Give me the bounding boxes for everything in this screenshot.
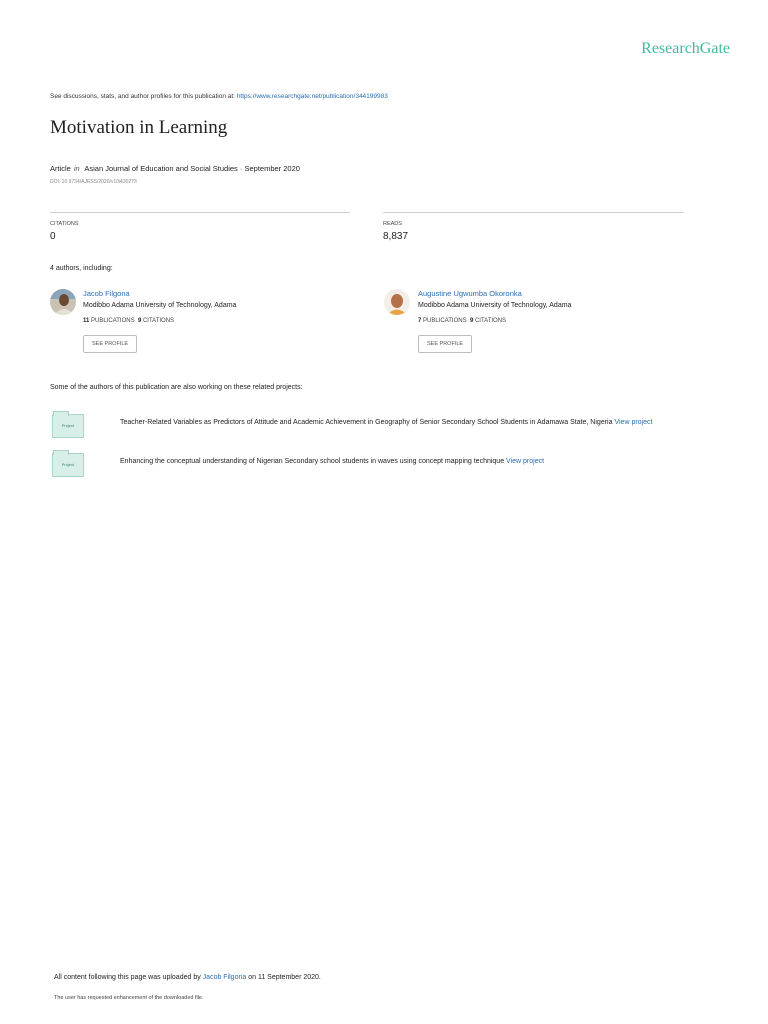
author-avatar[interactable] [50,289,76,315]
discussion-text: See discussions, stats, and author profiles for this publication at: [50,93,235,100]
publication-in-label: in [73,164,80,173]
view-project-link[interactable]: View project [614,419,653,426]
project-title: Teacher-Related Variables as Predictors of Attitude and Academic Achievement in Geography of Senior Secondary School Students in Adamawa State, Nigeria [120,419,613,426]
projects-heading: Some of the authors of this publication are also working on these related projects: [50,384,303,391]
citations-count: 9 [137,318,142,324]
publication-title: Motivation in Learning [50,117,228,138]
author-institution: Modibbo Adama University of Technology, Adama [83,302,237,309]
reads-divider [383,212,684,213]
author-avatar[interactable] [384,289,410,315]
uploader-link[interactable]: Jacob Filgona [202,974,247,981]
upload-suffix: on 11 September 2020. [248,974,321,981]
reads-value: 8,837 [383,231,409,242]
project-item [120,458,544,465]
reads-label: READS [383,221,402,227]
citations-value: 0 [50,231,56,242]
publications-label: PUBLICATIONS [423,318,467,324]
researchgate-logo[interactable]: ResearchGate [641,40,730,57]
citations-count-label: CITATIONS [474,318,507,324]
citations-count-label: CITATIONS [142,318,175,324]
author-name-link[interactable]: Jacob Filgona [83,289,130,298]
citations-count: 9 [469,318,474,324]
publication-date: · September 2020 [239,164,300,173]
publications-label: PUBLICATIONS [91,318,135,324]
publications-count: 7 [418,318,422,324]
project-folder-icon: Project [52,414,84,438]
author-name-link[interactable]: Augustine Ugwumba Okoronka [418,289,522,298]
view-project-link[interactable]: View project [506,458,545,465]
publication-url-link[interactable]: https://www.researchgate.net/publication/344199983 [236,93,388,100]
author-counts [418,318,506,324]
publication-meta [50,164,300,173]
see-profile-button[interactable]: SEE PROFILE [418,335,472,353]
publication-type: Article [50,164,71,173]
publications-count: 11 [83,318,90,324]
project-item [120,419,652,426]
project-folder-icon: Project [52,453,84,477]
citations-divider [50,212,350,213]
author-counts [83,318,174,324]
project-title: Enhancing the conceptual understanding of Nigerian Secondary school students in waves using concept mapping technique [120,458,505,465]
publication-doi: DOI: 10.9734/AJESS/2020/v10i430273 [50,179,137,185]
authors-heading: 4 authors, including: [50,265,113,272]
see-profile-button[interactable]: SEE PROFILE [83,335,137,353]
upload-prefix: All content following this page was uploaded by [54,974,201,981]
author-institution: Modibbo Adama University of Technology, Adama [418,302,572,309]
journal-name: Asian Journal of Education and Social Studies [84,164,238,173]
citations-label: CITATIONS [50,221,79,227]
discussion-line [50,93,388,100]
upload-info [54,974,321,981]
enhancement-note: The user has requested enhancement of the downloaded file. [54,995,204,1001]
